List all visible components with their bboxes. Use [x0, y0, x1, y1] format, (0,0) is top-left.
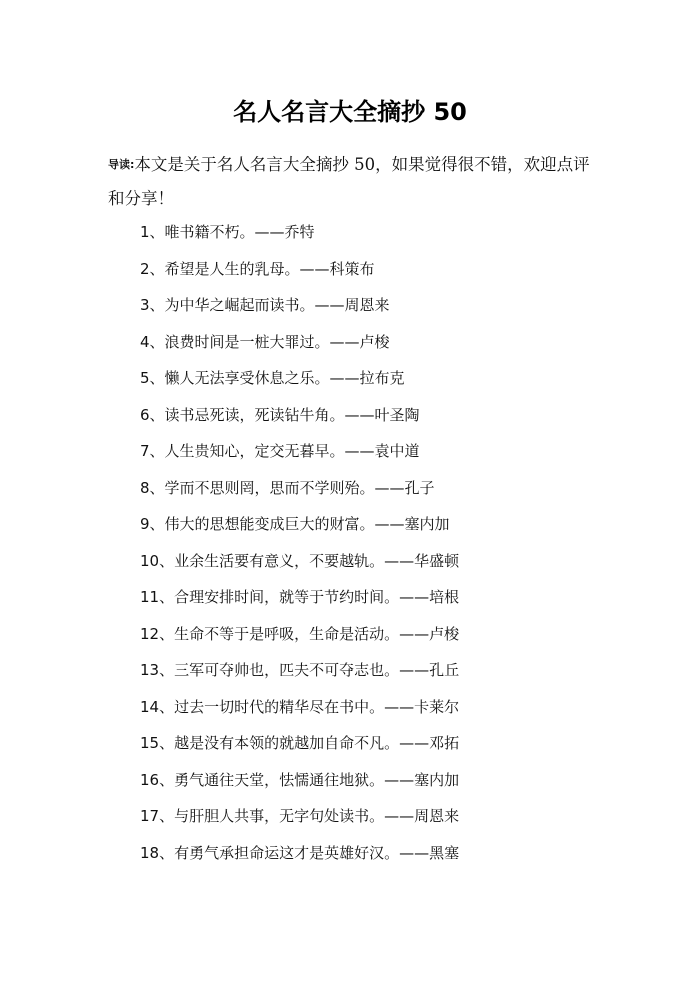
quote-item: 4、浪费时间是一桩大罪过。——卢梭	[140, 332, 390, 351]
quote-item: 1、唯书籍不朽。——乔特	[140, 223, 315, 241]
intro-label: 导读:	[108, 158, 135, 171]
quote-item: 16、勇气通往天堂，怯懦通往地狱。——塞内加	[140, 770, 460, 789]
quote-item: 6、读书忌死读，死读钻牛角。——叶圣陶	[140, 405, 420, 424]
quote-item: 13、三军可夺帅也，匹夫不可夺志也。——孔丘	[140, 661, 460, 679]
quote-item: 2、希望是人生的乳母。——科策布	[140, 259, 375, 278]
quote-item: 18、有勇气承担命运这才是英雄好汉。——黑塞	[140, 843, 460, 862]
quote-item: 7、人生贵知心，定交无暮早。——袁中道	[140, 442, 420, 460]
quote-item: 9、伟大的思想能变成巨大的财富。——塞内加	[140, 515, 450, 533]
quote-item: 14、过去一切时代的精华尽在书中。——卡莱尔	[140, 697, 460, 716]
quote-item: 12、生命不等于是呼吸，生命是活动。——卢梭	[140, 624, 460, 643]
quote-item: 3、为中华之崛起而读书。——周恩来	[140, 296, 390, 314]
quote-item: 17、与肝胆人共事，无字句处读书。——周恩来	[140, 807, 460, 825]
quote-item: 11、合理安排时间，就等于节约时间。——培根	[140, 588, 460, 606]
intro-text: 本文是关于名人名言大全摘抄 50，如果觉得很不错，欢迎点评和分享！	[108, 155, 590, 208]
intro-paragraph	[108, 148, 598, 216]
quote-item: 8、学而不思则罔，思而不学则殆。——孔子	[140, 478, 435, 497]
document-title: 名人名言大全摘抄 50	[233, 98, 467, 126]
quote-list	[140, 217, 600, 874]
quote-item: 10、业余生活要有意义，不要越轨。——华盛顿	[140, 551, 460, 570]
quote-item: 15、越是没有本领的就越加自命不凡。——邓拓	[140, 734, 460, 752]
quote-item: 5、懒人无法享受休息之乐。——拉布克	[140, 369, 405, 387]
